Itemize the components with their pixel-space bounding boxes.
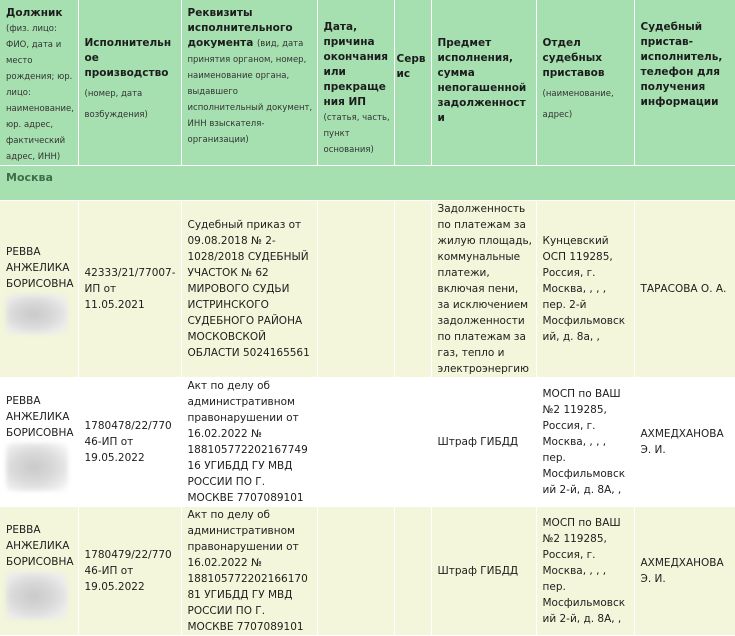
- bailiff-cell: ТАРАСОВА О. А.: [634, 201, 735, 378]
- redacted-birth-data: [6, 572, 68, 620]
- region-label: Москва: [0, 166, 735, 201]
- header-bailiff: Судебный пристав-исполнитель, телефон для получения информации: [634, 0, 735, 166]
- table-header: [0, 0, 735, 201]
- redacted-birth-data: [6, 294, 68, 334]
- department-cell: МОСП по ВАШ №2 119285, Россия, г. Москва, , , , пер. Мосфильмовский 2-й, д. 8А, ,: [536, 507, 634, 636]
- debtor-name: РЕВВА АНЖЕЛИКА БОРИСОВНА: [6, 395, 74, 439]
- debtor-cell: [0, 507, 78, 636]
- header-department: Отдел судебных приставов (наименование, адрес): [536, 0, 634, 166]
- table-row: [0, 378, 735, 507]
- header-debtor: Должник (физ. лицо: ФИО, дата и место рождения; юр. лицо: наименование, юр. адрес, фактический адрес, ИНН): [0, 0, 78, 166]
- document-cell: Судебный приказ от 09.08.2018 № 2-1028/2018 СУДЕБНЫЙ УЧАСТОК № 62 МИРОВОГО СУДЬИ ИСТРИНСКОГО СУДЕБНОГО РАЙОНА МОСКОВСКОЙ ОБЛАСТИ 5024165561: [181, 201, 317, 378]
- department-cell: МОСП по ВАШ №2 119285, Россия, г. Москва, , , , пер. Мосфильмовский 2-й, д. 8А, ,: [536, 378, 634, 507]
- proceeding-cell: 1780479/22/77046-ИП от 19.05.2022: [78, 507, 181, 636]
- subject-cell: Штраф ГИБДД: [431, 378, 536, 507]
- header-subject: Предмет исполнения, сумма непогашенной задолженности: [431, 0, 536, 166]
- subject-cell: Штраф ГИБДД: [431, 507, 536, 636]
- subject-cell: Задолженность по платежам за жилую площадь, коммунальные платежи, включая пени, за исключением задолженности по платежам за газ, тепло и электроэнергию: [431, 201, 536, 378]
- end-date-cell: [317, 201, 394, 378]
- header-service: Сервис: [394, 0, 431, 166]
- end-date-cell: [317, 378, 394, 507]
- proceeding-cell: 1780478/22/77046-ИП от 19.05.2022: [78, 378, 181, 507]
- header-document: Реквизиты исполнительного документа (вид, дата принятия органом, номер, наименование органа, выдавшего исполнительный документ, ИНН взыскателя-организации): [181, 0, 317, 166]
- end-date-cell: [317, 507, 394, 636]
- header-proceeding: Исполнительное производство (номер, дата возбуждения): [78, 0, 181, 166]
- service-cell: [394, 378, 431, 507]
- debtor-name: РЕВВА АНЖЕЛИКА БОРИСОВНА: [6, 524, 74, 568]
- table-row: [0, 507, 735, 636]
- debtor-cell: [0, 378, 78, 507]
- service-cell: [394, 201, 431, 378]
- document-cell: Акт по делу об административном правонарушении от 16.02.2022 № 18810577220216617081 УГИБДД ГУ МВД РОССИИ ПО Г. МОСКВЕ 7707089101: [181, 507, 317, 636]
- region-row: [0, 166, 735, 201]
- document-cell: Акт по делу об административном правонарушении от 16.02.2022 № 18810577220216774916 УГИБДД ГУ МВД РОССИИ ПО Г. МОСКВЕ 7707089101: [181, 378, 317, 507]
- debtor-cell: [0, 201, 78, 378]
- header-end-date: Дата, причина окончания или прекращения ИП (статья, часть, пункт основания): [317, 0, 394, 166]
- bailiff-cell: АХМЕДХАНОВА Э. И.: [634, 507, 735, 636]
- service-cell: [394, 507, 431, 636]
- proceeding-cell: 42333/21/77007-ИП от 11.05.2021: [78, 201, 181, 378]
- table-row: [0, 201, 735, 378]
- redacted-birth-data: [6, 443, 68, 491]
- bailiff-cell: АХМЕДХАНОВА Э. И.: [634, 378, 735, 507]
- table-body: [0, 201, 735, 636]
- department-cell: Кунцевский ОСП 119285, Россия, г. Москва, , , , пер. 2-й Мосфильмовский, д. 8а, ,: [536, 201, 634, 378]
- debtor-name: РЕВВА АНЖЕЛИКА БОРИСОВНА: [6, 246, 74, 290]
